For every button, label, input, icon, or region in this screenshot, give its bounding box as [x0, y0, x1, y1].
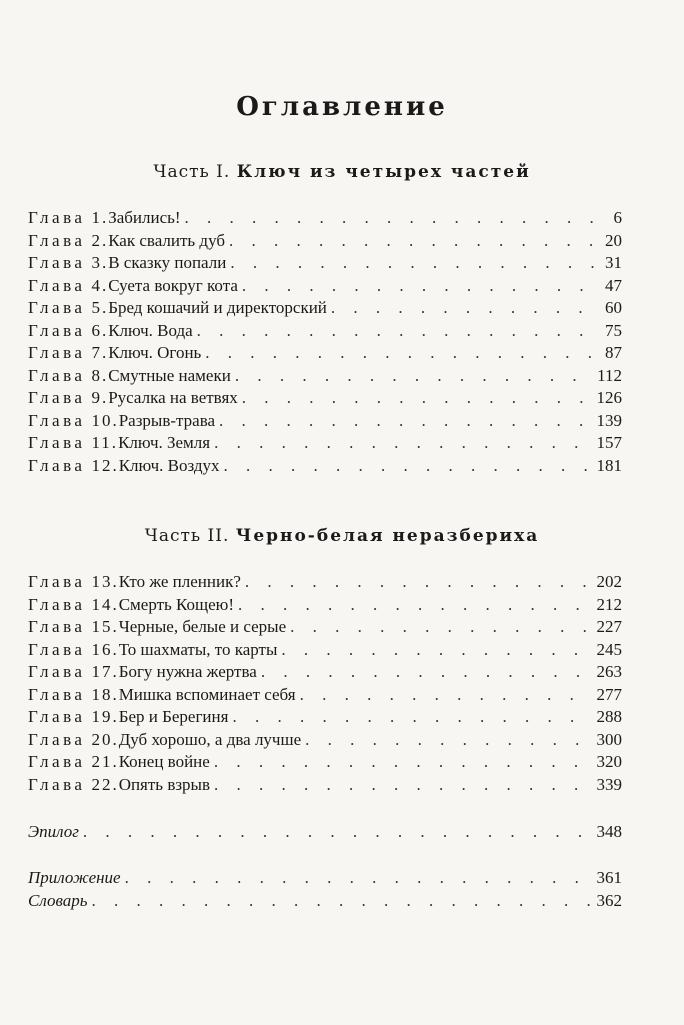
- chapter-page: 87: [605, 343, 622, 362]
- dot-leader: [281, 640, 592, 660]
- dot-leader: [185, 208, 610, 228]
- chapter-number: 14.: [91, 594, 119, 614]
- chapter-label: Глава: [28, 230, 86, 250]
- chapter-number: 20.: [91, 729, 119, 749]
- chapter-title: Ключ. Земля: [118, 433, 211, 452]
- dot-leader: [290, 617, 592, 637]
- chapter-number: 5.: [91, 298, 109, 317]
- chapter-number: 15.: [91, 617, 119, 636]
- chapter-number: 13.: [91, 572, 119, 591]
- chapter-title: Ключ. Воздух: [118, 455, 220, 475]
- dot-leader: [224, 456, 593, 476]
- chapter-entry: [28, 298, 622, 321]
- chapter-number: 18.: [91, 684, 119, 704]
- chapter-number: 6.: [91, 320, 109, 340]
- chapter-page: 139: [596, 410, 622, 430]
- chapter-entry: [28, 411, 622, 434]
- chapter-page: 126: [596, 388, 622, 407]
- chapter-label: Глава: [28, 343, 86, 362]
- chapter-number: 16.: [91, 639, 119, 659]
- chapter-label: Глава: [28, 707, 86, 726]
- chapter-number: 8.: [91, 365, 109, 385]
- chapter-label: Глава: [28, 617, 86, 636]
- dot-leader: [300, 685, 593, 705]
- chapter-entry: [28, 685, 622, 708]
- chapter-title: Бред кошачий и директорский: [108, 298, 327, 317]
- chapter-entry: [28, 662, 622, 685]
- part1-prefix: Часть I.: [153, 162, 231, 182]
- appendix-page: 361: [596, 868, 622, 887]
- chapter-page: 181: [596, 455, 622, 475]
- chapter-label: Глава: [28, 729, 86, 749]
- chapter-label: Глава: [28, 275, 86, 295]
- chapter-page: 20: [605, 230, 622, 250]
- chapter-number: 10.: [91, 410, 119, 430]
- chapter-page: 245: [596, 639, 622, 659]
- dot-leader: [214, 752, 593, 772]
- chapter-number: 4.: [91, 275, 109, 295]
- chapter-title: Дуб хорошо, а два лучше: [118, 729, 302, 749]
- chapter-entry: [28, 595, 622, 618]
- chapter-page: 320: [596, 752, 622, 771]
- dot-leader: [214, 775, 592, 795]
- back-matter-list: [28, 868, 622, 913]
- dot-leader: [238, 595, 592, 615]
- dot-leader: [242, 388, 593, 408]
- dot-leader: [232, 707, 592, 727]
- part1-chapter-list: [28, 208, 622, 478]
- chapter-number: 11.: [91, 433, 119, 452]
- chapter-entry: [28, 231, 622, 254]
- chapter-number: 2.: [91, 230, 109, 250]
- page-title: Оглавление: [236, 92, 448, 122]
- chapter-label: Глава: [28, 298, 86, 317]
- chapter-entry: [28, 752, 622, 775]
- dot-leader: [229, 231, 601, 251]
- chapter-number: 1.: [91, 208, 109, 227]
- chapter-label: Глава: [28, 365, 86, 385]
- chapter-title: Как свалить дуб: [108, 230, 225, 250]
- chapter-entry: [28, 456, 622, 479]
- chapter-entry: [28, 775, 622, 798]
- chapter-entry: [28, 617, 622, 640]
- chapter-entry: [28, 707, 622, 730]
- chapter-title: В сказку попали: [108, 253, 227, 272]
- dot-leader: [235, 366, 593, 386]
- chapter-page: 227: [596, 617, 622, 636]
- chapter-entry: [28, 343, 622, 366]
- chapter-label: Глава: [28, 572, 86, 591]
- chapter-title: Суета вокруг кота: [108, 275, 238, 295]
- chapter-entry: [28, 276, 622, 299]
- part2-prefix: Часть II.: [144, 526, 230, 546]
- chapter-label: Глава: [28, 752, 86, 771]
- chapter-label: Глава: [28, 662, 86, 681]
- chapter-entry: [28, 208, 622, 231]
- chapter-label: Глава: [28, 253, 86, 272]
- glossary-page: 362: [596, 890, 622, 910]
- chapter-page: 288: [596, 707, 622, 726]
- chapter-title: То шахматы, то карты: [118, 639, 278, 659]
- chapter-title: Смерть Кощею!: [118, 594, 235, 614]
- chapter-title: Ключ. Огонь: [108, 343, 202, 362]
- dot-leader: [91, 891, 592, 911]
- chapter-label: Глава: [28, 594, 86, 614]
- chapter-label: Глава: [28, 388, 86, 407]
- part2-heading: [0, 526, 684, 546]
- part1-name: Ключ из четырех частей: [236, 162, 531, 182]
- part1-heading: [0, 162, 684, 182]
- glossary-title: Словарь: [28, 890, 88, 910]
- chapter-label: Глава: [28, 639, 86, 659]
- chapter-entry: [28, 321, 622, 344]
- chapter-entry: [28, 572, 622, 595]
- chapter-title: Конец войне: [118, 752, 210, 771]
- chapter-title: Смутные намеки: [108, 365, 231, 385]
- chapter-label: Глава: [28, 320, 86, 340]
- chapter-page: 31: [605, 253, 622, 272]
- chapter-page: 212: [596, 594, 622, 614]
- chapter-page: 263: [596, 662, 622, 681]
- chapter-title: Кто же пленник?: [118, 572, 241, 591]
- chapter-page: 277: [596, 684, 622, 704]
- chapter-page: 60: [605, 298, 622, 317]
- chapter-number: 12.: [91, 455, 119, 475]
- chapter-entry: [28, 433, 622, 456]
- chapter-title: Мишка вспоминает себя: [118, 684, 296, 704]
- appendix-title: Приложение: [28, 868, 121, 887]
- epilogue-entry: [28, 822, 622, 845]
- chapter-label: Глава: [28, 410, 86, 430]
- chapter-page: 6: [613, 208, 622, 227]
- chapter-entry: [28, 388, 622, 411]
- chapter-number: 21.: [91, 752, 119, 771]
- dot-leader: [214, 433, 592, 453]
- dot-leader: [125, 868, 593, 888]
- chapter-title: Забились!: [108, 208, 181, 227]
- chapter-title: Бер и Берегиня: [118, 707, 229, 726]
- dot-leader: [245, 572, 593, 592]
- dot-leader: [261, 662, 593, 682]
- chapter-page: 157: [596, 433, 622, 452]
- glossary-entry: [28, 891, 622, 914]
- dot-leader: [230, 253, 601, 273]
- chapter-entry: [28, 366, 622, 389]
- chapter-title: Богу нужна жертва: [118, 662, 257, 681]
- chapter-label: Глава: [28, 774, 86, 794]
- chapter-page: 300: [596, 729, 622, 749]
- chapter-label: Глава: [28, 455, 86, 475]
- dot-leader: [242, 276, 601, 296]
- chapter-label: Глава: [28, 433, 86, 452]
- chapter-page: 339: [596, 774, 622, 794]
- dot-leader: [197, 321, 601, 341]
- epilogue-title: Эпилог: [28, 822, 79, 841]
- chapter-page: 47: [605, 275, 622, 295]
- chapter-number: 19.: [91, 707, 119, 726]
- dot-leader: [331, 298, 601, 318]
- chapter-label: Глава: [28, 208, 86, 227]
- dot-leader: [219, 411, 592, 431]
- dot-leader: [305, 730, 592, 750]
- chapter-title: Ключ. Вода: [108, 320, 193, 340]
- chapter-number: 9.: [91, 388, 109, 407]
- chapter-title: Опять взрыв: [118, 774, 211, 794]
- chapter-page: 202: [596, 572, 622, 591]
- chapter-title: Черные, белые и серые: [118, 617, 287, 636]
- part2-name: Черно-белая неразбериха: [235, 526, 540, 546]
- chapter-title: Разрыв-трава: [118, 410, 216, 430]
- chapter-title: Русалка на ветвях: [108, 388, 238, 407]
- chapter-entry: [28, 640, 622, 663]
- chapter-page: 75: [605, 320, 622, 340]
- part2-chapter-list: [28, 572, 622, 797]
- chapter-number: 3.: [91, 253, 109, 272]
- dot-leader: [83, 822, 593, 842]
- appendix-entry: [28, 868, 622, 891]
- chapter-entry: [28, 730, 622, 753]
- chapter-entry: [28, 253, 622, 276]
- dot-leader: [205, 343, 601, 363]
- epilogue-page: 348: [596, 822, 622, 841]
- chapter-label: Глава: [28, 684, 86, 704]
- chapter-number: 17.: [91, 662, 119, 681]
- chapter-number: 22.: [91, 774, 119, 794]
- chapter-page: 112: [597, 365, 622, 385]
- chapter-number: 7.: [91, 343, 109, 362]
